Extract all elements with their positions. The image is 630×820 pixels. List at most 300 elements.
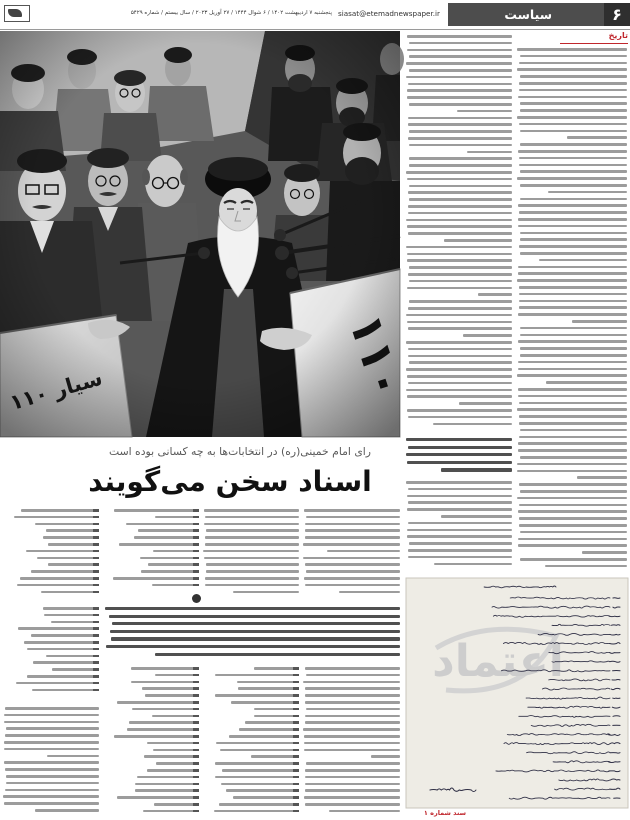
text-line	[517, 463, 627, 466]
text-line	[371, 755, 400, 758]
text-line	[129, 721, 199, 724]
text-line	[407, 253, 512, 256]
text-line	[518, 510, 627, 513]
text-line	[131, 681, 199, 684]
text-line	[43, 607, 99, 610]
text-line	[518, 218, 627, 221]
text-line	[303, 557, 400, 560]
section-email: siasat@etemadnewspaper.ir	[338, 9, 441, 18]
text-line	[545, 565, 627, 568]
text-line	[441, 515, 512, 518]
text-line	[106, 645, 400, 648]
text-line	[4, 802, 99, 805]
text-line	[109, 615, 400, 618]
text-line	[245, 721, 299, 724]
article-column	[517, 47, 627, 574]
text-line	[306, 516, 400, 519]
text-line	[113, 577, 199, 580]
text-line	[406, 76, 512, 79]
text-line	[206, 529, 299, 532]
text-line	[408, 83, 512, 86]
text-line	[409, 69, 512, 72]
text-line	[206, 563, 299, 566]
article-column	[303, 666, 400, 816]
text-line	[407, 96, 512, 99]
text-line	[409, 266, 513, 269]
text-line	[519, 157, 627, 160]
text-line	[406, 438, 512, 441]
text-line	[147, 742, 199, 745]
text-line	[409, 198, 512, 201]
text-line	[519, 306, 627, 309]
text-line	[204, 523, 299, 526]
text-line	[304, 742, 400, 745]
text-line	[306, 674, 400, 677]
text-line	[409, 144, 512, 147]
text-line	[305, 783, 400, 786]
text-line	[407, 535, 512, 538]
text-line	[305, 803, 400, 806]
text-line	[27, 648, 99, 651]
text-line	[520, 143, 627, 146]
section-tag-rule	[560, 43, 628, 44]
text-line	[305, 536, 400, 539]
text-line	[517, 497, 627, 500]
text-line	[582, 551, 627, 554]
text-line	[48, 543, 99, 546]
text-line	[205, 516, 299, 519]
text-line	[304, 749, 400, 752]
text-line	[577, 476, 627, 479]
text-line	[138, 529, 199, 532]
handwritten-number	[613, 598, 620, 599]
text-line	[306, 570, 400, 573]
text-line	[329, 810, 400, 813]
text-line	[153, 749, 199, 752]
article-column	[3, 706, 99, 816]
text-line	[117, 796, 199, 799]
text-line	[519, 123, 627, 126]
article-column	[303, 508, 400, 598]
text-line	[520, 75, 627, 78]
text-line	[304, 735, 400, 738]
text-line	[6, 727, 99, 730]
text-line	[519, 89, 627, 92]
document-caption: سند شماره ۱	[423, 809, 466, 817]
text-line	[305, 694, 400, 697]
text-line	[518, 395, 627, 398]
text-line	[24, 641, 99, 644]
text-line	[18, 627, 99, 630]
text-line	[520, 347, 627, 350]
text-line	[407, 287, 512, 290]
text-line	[520, 238, 627, 241]
text-line	[143, 810, 199, 813]
text-line	[407, 461, 512, 464]
text-line	[156, 762, 199, 765]
text-line	[520, 354, 627, 357]
text-line	[305, 789, 400, 792]
text-line	[408, 117, 512, 120]
article-column	[203, 508, 299, 598]
text-line	[517, 408, 627, 411]
text-line	[110, 630, 400, 633]
text-line	[5, 707, 99, 710]
text-line	[35, 809, 99, 812]
text-line	[204, 509, 299, 512]
text-line	[205, 584, 299, 587]
text-line	[32, 689, 99, 692]
text-line	[407, 375, 512, 378]
handwritten-number	[612, 680, 620, 681]
text-line	[519, 422, 627, 425]
issue-date-line: پنجشنبه ۷ اردیبهشت ۱۴۰۲ / ۶ شوال ۱۴۴۴ / ۲۷ آوریل ۲۰۲۳ / سال بیستم / شماره ۵۴۲۹	[130, 9, 332, 16]
text-line	[518, 313, 627, 316]
text-line	[215, 776, 299, 779]
text-line	[254, 715, 299, 718]
text-line	[518, 266, 627, 269]
text-line	[408, 348, 512, 351]
text-line	[117, 701, 199, 704]
logo-mark-icon	[8, 9, 22, 17]
text-line	[517, 279, 627, 282]
handwritten-number	[610, 634, 620, 635]
text-line	[142, 687, 199, 690]
text-line	[44, 614, 99, 617]
text-line	[135, 789, 199, 792]
watermark-logo: اعتماد	[432, 636, 564, 687]
text-line	[519, 504, 627, 507]
text-line	[518, 204, 627, 207]
text-line	[517, 470, 627, 473]
text-line	[16, 682, 99, 685]
header-rule	[0, 29, 630, 30]
text-line	[409, 280, 512, 283]
article-kicker: رای امام خمینی(ره) در انتخابات‌ها به چه کسانی بوده است	[108, 445, 372, 458]
text-line	[519, 286, 627, 289]
text-line	[305, 667, 400, 670]
text-line	[233, 591, 299, 594]
text-line	[408, 488, 512, 491]
text-line	[251, 755, 299, 758]
text-line	[214, 810, 299, 813]
text-line	[517, 68, 627, 71]
text-line	[408, 212, 512, 215]
text-line	[305, 523, 400, 526]
text-line	[407, 35, 512, 38]
text-line	[409, 55, 512, 58]
text-line	[519, 402, 627, 405]
text-line	[518, 538, 627, 541]
text-line	[406, 453, 512, 456]
text-line	[47, 755, 99, 758]
text-line	[3, 795, 99, 798]
text-line	[518, 388, 627, 391]
text-line	[155, 674, 199, 677]
text-line	[408, 205, 512, 208]
text-line	[520, 109, 627, 112]
text-line	[520, 531, 627, 534]
text-line	[519, 62, 627, 65]
text-line	[4, 721, 99, 724]
text-line	[6, 775, 99, 778]
handwritten-number	[611, 625, 620, 626]
page-number: ۶	[612, 5, 622, 24]
text-line	[518, 272, 627, 275]
text-line	[305, 721, 400, 724]
text-line	[205, 536, 299, 539]
text-line	[46, 655, 99, 658]
text-line	[303, 728, 400, 731]
text-line	[31, 634, 99, 637]
text-line	[406, 219, 512, 222]
text-line	[518, 368, 627, 371]
text-line	[409, 42, 512, 45]
text-line	[519, 436, 627, 439]
text-line	[37, 557, 99, 560]
names-list	[103, 508, 199, 592]
text-line	[305, 715, 400, 718]
text-line	[222, 769, 299, 772]
text-line	[153, 550, 199, 553]
text-line	[304, 509, 400, 512]
text-line	[408, 123, 512, 126]
text-line	[407, 529, 512, 532]
text-line	[5, 789, 99, 792]
ballot-document-image	[406, 578, 628, 808]
text-line	[409, 103, 512, 106]
text-line	[519, 82, 627, 85]
text-line	[408, 549, 512, 552]
text-line	[517, 116, 627, 119]
text-line	[254, 708, 299, 711]
text-line	[407, 89, 512, 92]
text-line	[518, 361, 627, 364]
text-line	[26, 550, 99, 553]
text-line	[17, 584, 99, 587]
text-line	[305, 563, 400, 566]
text-line	[105, 607, 400, 610]
text-line	[520, 170, 627, 173]
text-line	[406, 246, 512, 249]
text-line	[408, 232, 512, 235]
text-line	[305, 701, 400, 704]
text-line	[303, 543, 400, 546]
text-line	[306, 762, 400, 765]
text-line	[152, 584, 199, 587]
text-line	[304, 577, 400, 580]
text-line	[520, 429, 627, 432]
text-line	[539, 259, 627, 262]
text-line	[463, 334, 512, 337]
text-line	[305, 529, 400, 532]
photo-vignette	[0, 31, 400, 437]
text-line	[215, 674, 299, 677]
text-line	[408, 307, 512, 310]
text-line	[408, 556, 512, 559]
text-line	[14, 516, 99, 519]
text-line	[408, 446, 512, 449]
text-line	[148, 563, 199, 566]
text-line	[520, 558, 627, 561]
text-line	[520, 334, 627, 337]
text-line	[406, 368, 512, 371]
text-line	[237, 681, 299, 684]
text-line	[520, 456, 627, 459]
text-line	[520, 252, 627, 255]
text-line	[155, 653, 400, 656]
text-line	[135, 783, 199, 786]
text-line	[409, 361, 512, 364]
text-line	[126, 523, 199, 526]
text-line	[31, 570, 99, 573]
text-line	[407, 495, 512, 498]
text-line	[114, 509, 199, 512]
text-line	[520, 55, 627, 58]
text-line	[140, 557, 199, 560]
text-line	[407, 395, 512, 398]
text-line	[119, 543, 199, 546]
text-line	[548, 191, 627, 194]
text-line	[205, 543, 299, 546]
text-line	[203, 550, 299, 553]
text-line	[457, 110, 512, 113]
text-line	[215, 762, 299, 765]
text-line	[406, 62, 512, 65]
text-line	[518, 442, 627, 445]
section-tag: تاریخ	[608, 31, 628, 40]
intro-box-bold	[103, 606, 400, 660]
text-line	[46, 529, 99, 532]
text-line	[35, 523, 99, 526]
text-line	[305, 776, 400, 779]
text-line	[406, 481, 512, 484]
document-paper	[406, 578, 628, 808]
text-line	[519, 517, 627, 520]
text-line	[467, 151, 512, 154]
election-photo	[0, 31, 400, 437]
text-line	[407, 178, 512, 181]
text-line	[229, 735, 299, 738]
names-list	[3, 508, 99, 598]
text-line	[519, 293, 627, 296]
text-line	[409, 157, 512, 160]
text-line	[131, 667, 199, 670]
text-line	[407, 321, 512, 324]
text-line	[406, 314, 512, 317]
text-line	[254, 667, 299, 670]
text-line	[409, 164, 512, 167]
text-line	[134, 536, 199, 539]
text-line	[145, 694, 199, 697]
text-line	[409, 542, 512, 545]
text-line	[517, 48, 627, 51]
text-line	[306, 708, 400, 711]
text-line	[478, 293, 512, 296]
text-line	[305, 687, 400, 690]
text-line	[409, 185, 512, 188]
text-line	[518, 225, 627, 228]
text-line	[239, 728, 299, 731]
text-line	[238, 687, 299, 690]
text-line	[519, 415, 627, 418]
text-line	[520, 102, 627, 105]
handwritten-number	[610, 753, 620, 754]
text-line	[408, 327, 512, 330]
text-line	[407, 49, 512, 52]
text-line	[517, 177, 627, 180]
article-headline: اسناد سخن می‌گویند	[88, 465, 372, 498]
text-line	[154, 803, 199, 806]
text-line	[111, 637, 400, 640]
text-line	[137, 776, 199, 779]
text-line	[518, 150, 627, 153]
text-line	[51, 621, 99, 624]
text-line	[408, 273, 512, 276]
text-line	[520, 184, 627, 187]
text-line	[408, 501, 512, 504]
text-line	[407, 225, 512, 228]
text-line	[6, 782, 99, 785]
text-line	[327, 550, 400, 553]
text-line	[33, 661, 99, 664]
text-line	[233, 796, 299, 799]
text-line	[27, 675, 99, 678]
text-line	[216, 742, 299, 745]
text-line	[48, 563, 99, 566]
text-line	[132, 708, 199, 711]
text-line	[407, 409, 512, 412]
text-line	[572, 320, 627, 323]
text-line	[219, 803, 300, 806]
text-line	[518, 96, 627, 99]
text-line	[4, 748, 99, 751]
text-line	[434, 563, 512, 566]
text-line	[215, 694, 299, 697]
text-line	[519, 524, 627, 527]
text-line	[409, 130, 512, 133]
text-line	[519, 300, 627, 303]
text-line	[155, 516, 199, 519]
text-line	[519, 211, 627, 214]
text-line	[520, 327, 627, 330]
text-line	[21, 509, 99, 512]
text-line	[204, 557, 299, 560]
text-line	[519, 483, 627, 486]
text-line	[152, 715, 199, 718]
text-line	[43, 536, 99, 539]
text-line	[546, 381, 627, 384]
text-line	[41, 591, 99, 594]
text-line	[408, 522, 512, 525]
section-title: سیاست	[504, 7, 552, 22]
text-line	[518, 544, 627, 547]
article-column	[406, 34, 512, 432]
text-line	[20, 577, 99, 580]
text-line	[408, 382, 512, 385]
text-line	[407, 508, 512, 511]
text-line	[226, 789, 299, 792]
text-line	[406, 389, 512, 392]
section-bullet-icon	[192, 594, 201, 603]
article-column	[406, 480, 512, 574]
text-line	[408, 416, 512, 419]
text-line	[407, 259, 512, 262]
names-list	[103, 666, 199, 816]
names-list	[203, 666, 299, 816]
text-line	[112, 622, 400, 625]
text-line	[141, 570, 199, 573]
